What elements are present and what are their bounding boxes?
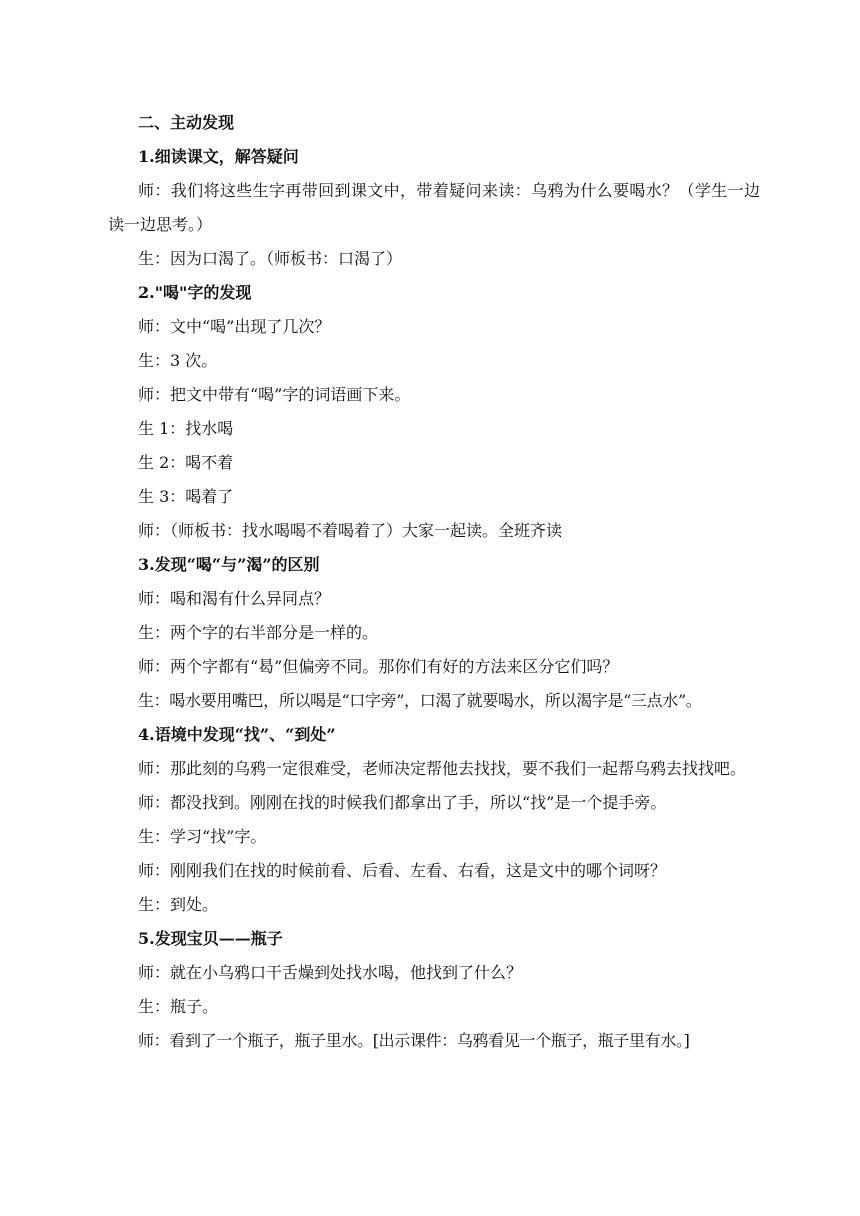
dialogue-line: 生：到处。 xyxy=(138,895,219,914)
dialogue-line: 生：两个字的右半部分是一样的。 xyxy=(138,623,379,642)
subsection-heading: 4.语境中发现“找”、“到处” xyxy=(138,725,336,744)
subsection-heading: 2."喝"字的发现 xyxy=(138,283,252,302)
dialogue-line: 师：喝和渴有什么异同点？ xyxy=(138,589,331,608)
subsection-heading: 5.发现宝贝——瓶子 xyxy=(138,929,283,948)
dialogue-line: 师：（师板书：找水喝喝不着喝着了）大家一起读。全班齐读 xyxy=(138,521,563,540)
dialogue-line: 生 3：喝着了 xyxy=(138,487,234,506)
dialogue-line: 生：学习“找”字。 xyxy=(138,827,267,846)
dialogue-line: 师：文中“喝”出现了几次？ xyxy=(138,317,331,336)
section-heading: 二、主动发现 xyxy=(138,113,235,132)
dialogue-line: 生：喝水要用嘴巴，所以喝是“口字旁”，口渴了就要喝水，所以渴字是“三点水”。 xyxy=(138,691,702,710)
dialogue-line: 生：因为口渴了。（师板书：口渴了） xyxy=(138,249,403,268)
dialogue-line: 生：瓶子。 xyxy=(138,997,219,1016)
document-body xyxy=(108,106,760,1058)
dialogue-line: 师：就在小乌鸦口干舌燥到处找水喝，他找到了什么？ xyxy=(138,963,523,982)
dialogue-line: 师：都没找到。刚刚在找的时候我们都拿出了手，所以“找”是一个提手旁。 xyxy=(138,793,667,812)
dialogue-line: 师：刚刚我们在找的时候前看、后看、左看、右看，这是文中的哪个词呀？ xyxy=(138,861,667,880)
dialogue-line: 生 1：找水喝 xyxy=(138,419,234,438)
dialogue-line: 生：3 次。 xyxy=(138,351,218,370)
dialogue-line: 师：把文中带有“喝”字的词语画下来。 xyxy=(138,385,411,404)
dialogue-line: 生 2：喝不着 xyxy=(138,453,234,472)
dialogue-line: 师：看到了一个瓶子，瓶子里水。[出示课件：乌鸦看见一个瓶子，瓶子里有水。] xyxy=(138,1031,690,1050)
subsection-heading: 1.细读课文，解答疑问 xyxy=(138,147,299,166)
subsection-heading: 3.发现“喝“与”渴”的区别 xyxy=(138,555,320,574)
dialogue-line: 师：两个字都有“曷”但偏旁不同。那你们有好的方法来区分它们吗？ xyxy=(138,657,619,676)
paragraph: 师：那此刻的乌鸦一定很难受，老师决定帮他去找找，要不我们一起帮乌鸦去找找吧。 xyxy=(138,759,747,778)
paragraph: 师：我们将这些生字再带回到课文中，带着疑问来读：乌鸦为什么要喝水？（学生一边读一边思考。） xyxy=(108,181,760,234)
